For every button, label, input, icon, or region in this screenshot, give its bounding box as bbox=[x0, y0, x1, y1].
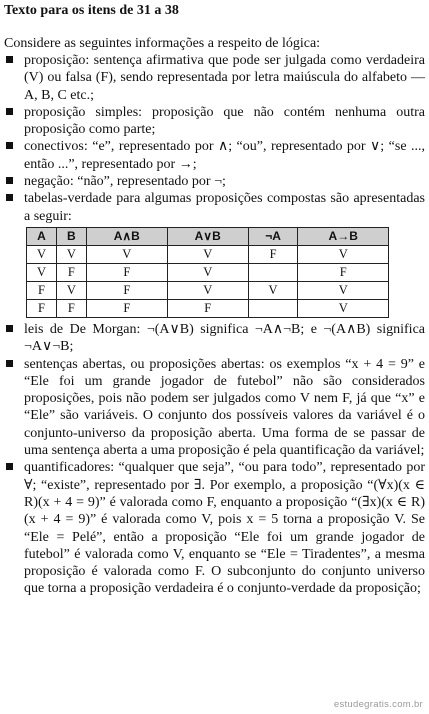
list-item-sentencas-abertas: sentenças abertas, ou proposições abertas: os exemplos “x + 4 = 9” e “Ele foi um grande jogador de futebol” não são considerados proposições, pois não podem ser julgados como V nem F, já que “x” e “Ele” são variáveis. O conjunto dos possíveis valores da variável é o conjunto-universo da proposição aberta. Uma forma de se passar de uma sentença aberta a uma proposição é pela quantificação da variável; bbox=[4, 356, 425, 460]
table-cell bbox=[248, 299, 298, 317]
table-cell: F bbox=[86, 281, 167, 299]
list-item-proposicao: proposição: sentença afirmativa que pode ser julgada como verdadeira (V) ou falsa (F), sendo representada por letra maiúscula do alfabeto — A, B, C etc.; bbox=[4, 52, 425, 104]
table-row bbox=[27, 263, 389, 281]
table-cell: V bbox=[167, 245, 248, 263]
table-cell: V bbox=[167, 281, 248, 299]
list-item-quantificadores: quantificadores: “qualquer que seja”, “ou para todo”, representado por ∀; “existe”, representado por ∃. Por exemplo, a proposição “(∀x)(x ∈ R)(x + 4 = 9)” é valorada como F, enquanto a proposição “(∃x)(x ∈ R)(x + 4 = 9)” é valorada como V, pois x = 5 torna a proposição V. Se “Ele = Pelé”, então a proposição “Ele foi um grande jogador de futebol” é valorada como V, enquanto se “Ele = Tiradentes”, a mesma proposição é valorada como F. O subconjunto do conjunto universo que torna a proposição verdadeira é o conjunto-verdade da proposição; bbox=[4, 459, 425, 597]
watermark-text: estudegratis.com.br bbox=[333, 699, 423, 710]
table-cell: F bbox=[167, 299, 248, 317]
table-cell: V bbox=[27, 263, 57, 281]
table-cell: V bbox=[298, 245, 389, 263]
definitions-list-top bbox=[4, 52, 425, 225]
intro-text: Considere as seguintes informações a respeito de lógica: bbox=[4, 36, 321, 51]
square-bullet-icon bbox=[6, 360, 13, 367]
table-row bbox=[27, 299, 389, 317]
square-bullet-icon bbox=[6, 325, 13, 332]
definitions-list-bottom bbox=[4, 321, 425, 598]
table-cell bbox=[248, 263, 298, 281]
square-bullet-icon bbox=[6, 463, 13, 470]
table-cell: F bbox=[248, 245, 298, 263]
square-bullet-icon bbox=[6, 142, 13, 149]
list-item-negacao: negação: “não”, representado por ¬; bbox=[4, 173, 425, 190]
table-row bbox=[27, 281, 389, 299]
square-bullet-icon bbox=[6, 177, 13, 184]
table-cell: V bbox=[27, 245, 57, 263]
table-row bbox=[27, 245, 389, 263]
list-item-proposicao-simples: proposição simples: proposição que não contém nenhuma outra proposição como parte; bbox=[4, 104, 425, 139]
table-cell: V bbox=[86, 245, 167, 263]
page-title: Texto para os itens de 31 a 38 bbox=[4, 3, 179, 18]
table-cell: V bbox=[298, 299, 389, 317]
table-header-row bbox=[27, 227, 389, 245]
list-item-de-morgan: leis de De Morgan: ¬(A∨B) significa ¬A∧¬B; e ¬(A∧B) significa ¬A∨¬B; bbox=[4, 321, 425, 356]
table-header-cell: A→B bbox=[298, 227, 389, 245]
table-cell: F bbox=[86, 299, 167, 317]
table-cell: V bbox=[248, 281, 298, 299]
list-item-tabelas-verdade: tabelas-verdade para algumas proposições compostas são apresentadas a seguir: bbox=[4, 190, 425, 225]
table-cell: F bbox=[56, 299, 86, 317]
table-cell: V bbox=[56, 245, 86, 263]
table-header-cell: ¬A bbox=[248, 227, 298, 245]
table-cell: V bbox=[56, 281, 86, 299]
square-bullet-icon bbox=[6, 108, 13, 115]
table-header-cell: B bbox=[56, 227, 86, 245]
list-item-conectivos: conectivos: “e”, representado por ∧; “ou”, representado por ∨; “se ..., então ...”, representado por →; bbox=[4, 138, 425, 173]
document-page bbox=[4, 0, 425, 598]
truth-table-wrapper bbox=[26, 227, 425, 318]
table-header-cell: A bbox=[27, 227, 57, 245]
table-cell: F bbox=[298, 263, 389, 281]
table-cell: F bbox=[86, 263, 167, 281]
square-bullet-icon bbox=[6, 56, 13, 63]
table-header-cell: A∧B bbox=[86, 227, 167, 245]
table-cell: V bbox=[298, 281, 389, 299]
table-cell: F bbox=[27, 281, 57, 299]
table-cell: F bbox=[56, 263, 86, 281]
table-cell: V bbox=[167, 263, 248, 281]
square-bullet-icon bbox=[6, 194, 13, 201]
table-header-cell: A∨B bbox=[167, 227, 248, 245]
truth-table bbox=[26, 227, 389, 318]
table-cell: F bbox=[27, 299, 57, 317]
